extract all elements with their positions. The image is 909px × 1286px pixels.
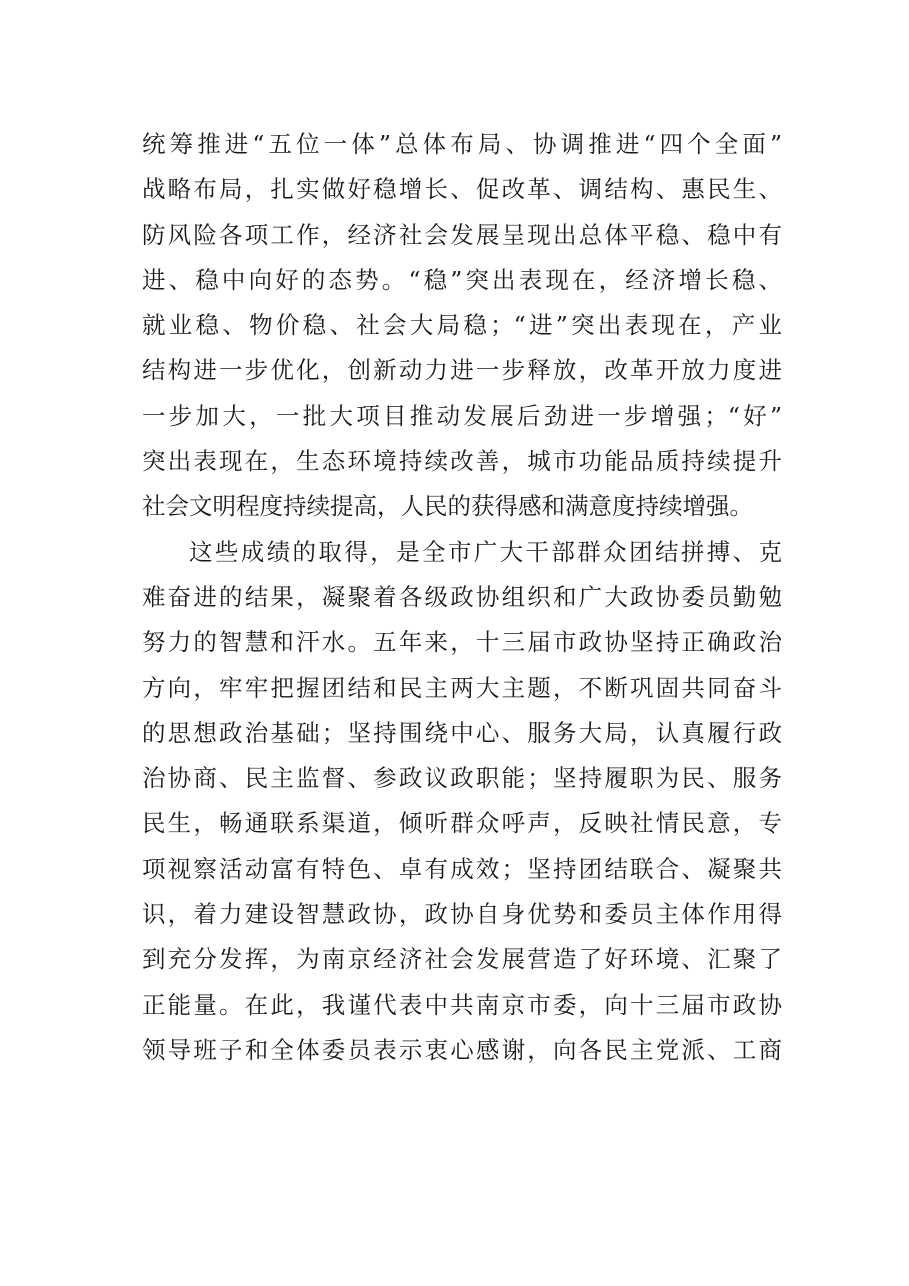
- document-body: [142, 122, 782, 1073]
- text-line: 领导班子和全体委员表示衷心感谢，向各民主党派、工商: [142, 1035, 782, 1064]
- paragraph-1: [142, 122, 782, 530]
- text-line: 努力的智慧和汗水。五年来，十三届市政协坚持正确政治: [142, 628, 782, 657]
- text-line: 难奋进的结果，凝聚着各级政协组织和广大政协委员勤勉: [142, 582, 782, 611]
- text-line: 就业稳、物价稳、社会大局稳；“进”突出表现在，产业: [142, 311, 782, 340]
- text-line: 识，着力建设智慧政协，政协自身优势和委员主体作用得: [142, 900, 782, 929]
- text-line: 统筹推进“五位一体”总体布局、协调推进“四个全面”: [142, 130, 782, 158]
- text-line: 社会文明程度持续提高，人民的获得感和满意度持续增强。: [142, 492, 753, 521]
- text-line: 方向，牢牢把握团结和民主两大主题，不断巩固共同奋斗: [142, 673, 782, 702]
- text-line: 突出表现在，生态环境持续改善，城市功能品质持续提升: [142, 447, 782, 476]
- text-line: 防风险各项工作，经济社会发展呈现出总体平稳、稳中有: [142, 220, 782, 249]
- text-line: 正能量。在此，我谨代表中共南京市委，向十三届市政协: [142, 990, 782, 1019]
- text-line: 到充分发挥，为南京经济社会发展营造了好环境、汇聚了: [142, 945, 782, 974]
- text-line: 结构进一步优化，创新动力进一步释放，改革开放力度进: [142, 356, 782, 385]
- text-line: 一步加大，一批大项目推动发展后劲进一步增强；“好”: [142, 401, 782, 430]
- text-line: 的思想政治基础；坚持围绕中心、服务大局，认真履行政: [142, 718, 782, 747]
- text-line: 民生，畅通联系渠道，倾听群众呼声，反映社情民意，专: [142, 809, 782, 838]
- text-line: 治协商、民主监督、参政议政职能；坚持履职为民、服务: [142, 764, 782, 793]
- paragraph-2: [142, 530, 782, 1074]
- text-line: 战略布局，扎实做好稳增长、促改革、调结构、惠民生、: [142, 175, 782, 204]
- text-line: 项视察活动富有特色、卓有成效；坚持团结联合、凝聚共: [142, 854, 782, 883]
- text-line: 这些成绩的取得，是全市广大干部群众团结拼搏、克: [189, 537, 782, 566]
- text-line: 进、稳中向好的态势。“稳”突出表现在，经济增长稳、: [142, 265, 782, 294]
